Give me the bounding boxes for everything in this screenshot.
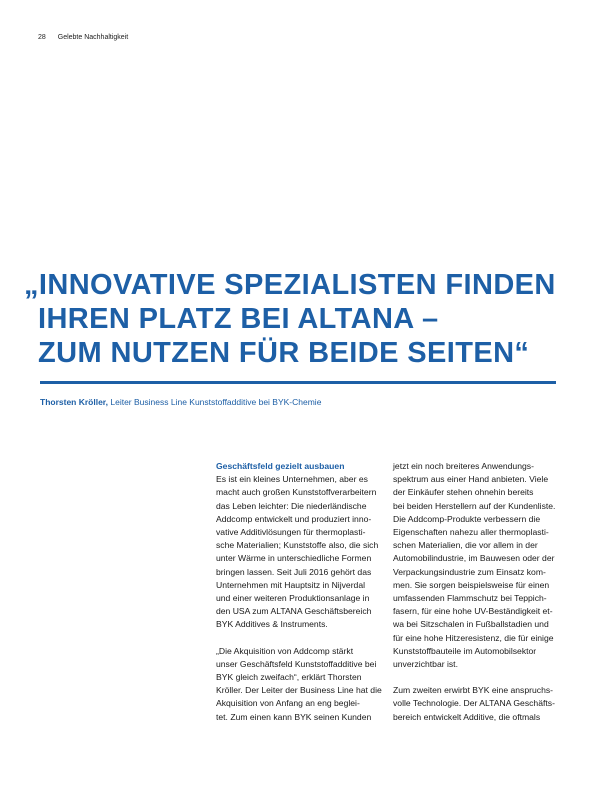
text-line: Addcomp entwickelt und produziert inno- xyxy=(216,513,372,524)
text-line: sche Materialien; Kunststoffe also, die sich xyxy=(216,540,379,551)
text-line: BYK gleich zweifach“, erklärt Thorsten xyxy=(216,672,362,683)
byline-role: Leiter Business Line Kunststoffadditive bei BYK-Chemie xyxy=(108,397,322,407)
text-line: Verpackungsindustrie zum Einsatz kom- xyxy=(393,566,546,577)
section-title: Gelebte Nachhaltigkeit xyxy=(57,34,129,41)
text-line: tet. Zum einen kann BYK seinen Kunden xyxy=(216,711,372,722)
text-line: Automobilindustrie, im Bauwesen oder der xyxy=(393,553,555,564)
text-line: bringen lassen. Seit Juli 2016 gehört das xyxy=(216,566,372,577)
text-line: schen Materialien, die vor allem in der xyxy=(393,540,538,551)
byline-name: Thorsten Kröller, xyxy=(40,397,109,407)
paragraph-gap xyxy=(393,671,563,684)
text-line: unter Wärme in unterschiedliche Formen xyxy=(216,553,372,564)
text-line: umfassenden Flammschutz bei Teppich- xyxy=(393,593,547,604)
paragraph xyxy=(393,460,563,671)
text-line: Kunststoffbauteile im Automobilsektor xyxy=(393,645,537,656)
pull-quote-headline xyxy=(24,268,574,370)
divider-rule xyxy=(40,381,556,384)
text-line: men. Sie sorgen beispielsweise für einen xyxy=(393,579,550,590)
text-line: Zum zweiten erwirbt BYK eine anspruchs- xyxy=(393,685,554,696)
text-line: jetzt ein noch breiteres Anwendungs- xyxy=(393,461,534,471)
text-line: unverzichtbar ist. xyxy=(393,659,458,670)
text-line: Akquisition von Anfang an eng beglei- xyxy=(216,698,360,709)
body-column-right xyxy=(393,460,563,724)
byline xyxy=(40,397,321,407)
text-line: den USA zum ALTANA Geschäftsbereich xyxy=(216,606,372,617)
text-line: volle Technologie. Der ALTANA Geschäfts- xyxy=(393,698,555,709)
text-line: bereich entwickelt Additive, die oftmals xyxy=(393,711,541,722)
text-line: Die Addcomp-Produkte verbessern die xyxy=(393,513,541,524)
headline-line-2: IHREN PLATZ BEI ALTANA – xyxy=(38,303,439,335)
running-header xyxy=(38,34,128,41)
text-line: BYK Additives & Instruments. xyxy=(216,619,328,630)
text-line: Eigenschaften nahezu aller thermoplasti- xyxy=(393,527,549,538)
text-line: unser Geschäftsfeld Kunststoffadditive bei xyxy=(216,658,377,669)
headline-line-3: ZUM NUTZEN FÜR BEIDE SEITEN“ xyxy=(38,337,530,369)
text-line: Es ist ein kleines Unternehmen, aber es xyxy=(216,474,368,485)
text-line: spektrum aus einer Hand anbieten. Viele xyxy=(393,474,549,485)
text-line: vative Additivlösungen für thermoplasti- xyxy=(216,527,366,538)
text-line: das Leben leichter: Die niederländische xyxy=(216,500,367,511)
text-line: wa bei Sitzschalen in Fußballstadien und xyxy=(393,619,549,630)
text-line: der Einkäufer stehen ohnehin bereits xyxy=(393,487,534,498)
subheading: Geschäftsfeld gezielt ausbauen xyxy=(216,461,345,471)
paragraph xyxy=(216,473,386,631)
text-line: bei beiden Herstellern auf der Kundenliste. xyxy=(393,500,556,511)
text-line: fasern, für eine hohe UV-Beständigkeit et- xyxy=(393,606,553,617)
page-number: 28 xyxy=(38,34,46,41)
text-line: und einer weiteren Produktionsanlage in xyxy=(216,593,370,604)
text-line: „Die Akquisition von Addcomp stärkt xyxy=(216,645,354,656)
body-column-left xyxy=(216,460,386,724)
text-line: Kröller. Der Leiter der Business Line hat die xyxy=(216,685,382,696)
text-line: macht auch großen Kunststoffverarbeitern xyxy=(216,487,377,498)
headline-line-1: „INNOVATIVE SPEZIALISTEN FINDEN xyxy=(24,269,556,301)
paragraph-gap xyxy=(216,632,386,645)
text-line: für eine hohe Hitzeresistenz, die für einige xyxy=(393,632,554,643)
paragraph xyxy=(393,684,563,724)
paragraph xyxy=(216,645,386,724)
text-line: Unternehmen mit Hauptsitz in Nijverdal xyxy=(216,579,366,590)
